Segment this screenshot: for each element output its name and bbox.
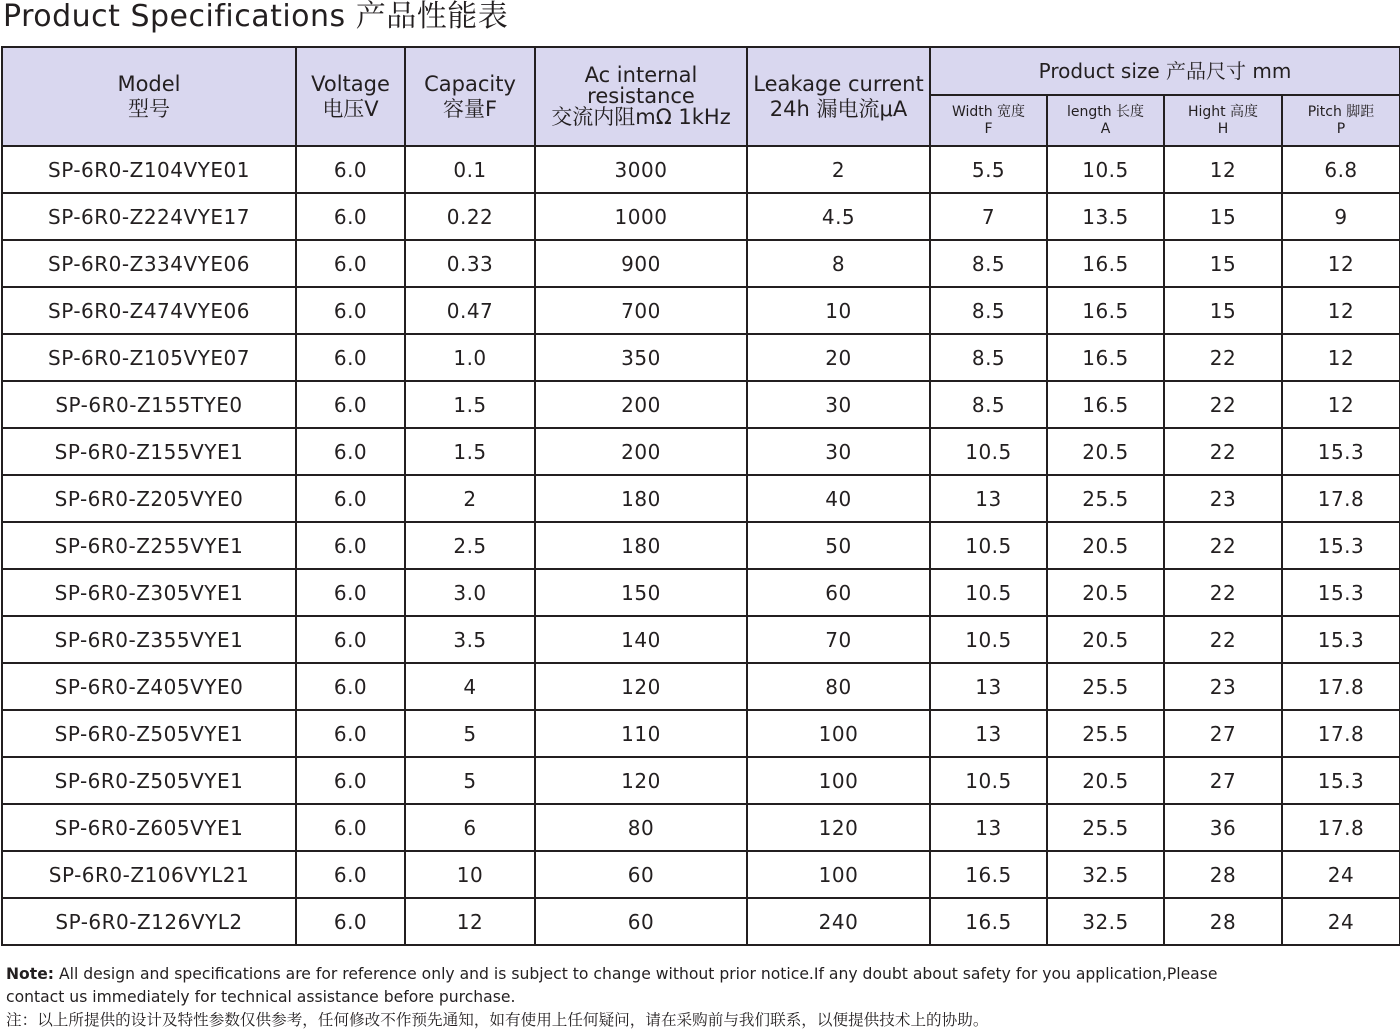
- cell-pitch: 24: [1282, 898, 1400, 945]
- cell-width: 8.5: [930, 334, 1047, 381]
- cell-width: 13: [930, 804, 1047, 851]
- cell-ac-resistance: 180: [535, 475, 747, 522]
- header-leakage-en: Leakage current: [753, 72, 924, 97]
- cell-capacity: 3.0: [405, 569, 535, 616]
- header-leakage: [747, 47, 930, 146]
- cell-capacity: 12: [405, 898, 535, 945]
- cell-leakage: 2: [747, 146, 930, 193]
- cell-pitch: 12: [1282, 381, 1400, 428]
- cell-capacity: 3.5: [405, 616, 535, 663]
- cell-model: SP-6R0-Z355VYE1: [2, 616, 296, 663]
- cell-pitch: 17.8: [1282, 710, 1400, 757]
- table-row: [2, 569, 1400, 616]
- header-voltage: [296, 47, 405, 146]
- header-pitch-letter: P: [1336, 120, 1346, 137]
- cell-ac-resistance: 140: [535, 616, 747, 663]
- cell-model: SP-6R0-Z105VYE07: [2, 334, 296, 381]
- cell-height: 12: [1164, 146, 1282, 193]
- footnote-text-1: All design and specifications are for reference only and is subject to change without prior notice.If any doubt about safety for you application,Please: [54, 965, 1218, 983]
- cell-voltage: 6.0: [296, 287, 405, 334]
- cell-model: SP-6R0-Z155VYE1: [2, 428, 296, 475]
- cell-width: 8.5: [930, 381, 1047, 428]
- table-row: [2, 193, 1400, 240]
- cell-voltage: 6.0: [296, 146, 405, 193]
- cell-model: SP-6R0-Z334VYE06: [2, 240, 296, 287]
- cell-model: SP-6R0-Z305VYE1: [2, 569, 296, 616]
- cell-leakage: 100: [747, 710, 930, 757]
- table-row: [2, 522, 1400, 569]
- table-row: [2, 334, 1400, 381]
- cell-width: 7: [930, 193, 1047, 240]
- cell-leakage: 80: [747, 663, 930, 710]
- cell-ac-resistance: 900: [535, 240, 747, 287]
- cell-height: 23: [1164, 475, 1282, 522]
- cell-length: 25.5: [1047, 475, 1164, 522]
- header-length-label: length 长度: [1066, 103, 1145, 120]
- cell-leakage: 10: [747, 287, 930, 334]
- cell-capacity: 5: [405, 757, 535, 804]
- cell-length: 25.5: [1047, 710, 1164, 757]
- table-row: [2, 898, 1400, 945]
- cell-length: 25.5: [1047, 804, 1164, 851]
- cell-ac-resistance: 3000: [535, 146, 747, 193]
- cell-width: 13: [930, 710, 1047, 757]
- cell-model: SP-6R0-Z224VYE17: [2, 193, 296, 240]
- table-row: [2, 663, 1400, 710]
- cell-capacity: 1.0: [405, 334, 535, 381]
- header-product-size: Product size 产品尺寸 mm: [930, 47, 1400, 95]
- table-row: [2, 287, 1400, 334]
- cell-voltage: 6.0: [296, 851, 405, 898]
- cell-pitch: 17.8: [1282, 475, 1400, 522]
- cell-height: 22: [1164, 569, 1282, 616]
- table-row: [2, 804, 1400, 851]
- cell-leakage: 40: [747, 475, 930, 522]
- header-ac-resistance-zh: 交流内阻mΩ 1kHz: [551, 105, 731, 129]
- cell-length: 10.5: [1047, 146, 1164, 193]
- cell-model: SP-6R0-Z605VYE1: [2, 804, 296, 851]
- header-width-letter: F: [984, 120, 993, 137]
- cell-ac-resistance: 60: [535, 851, 747, 898]
- cell-leakage: 60: [747, 569, 930, 616]
- cell-length: 16.5: [1047, 240, 1164, 287]
- cell-ac-resistance: 180: [535, 522, 747, 569]
- cell-height: 22: [1164, 616, 1282, 663]
- cell-height: 27: [1164, 757, 1282, 804]
- header-pitch-label: Pitch 脚距: [1307, 103, 1375, 120]
- cell-leakage: 8: [747, 240, 930, 287]
- header-model: [2, 47, 296, 146]
- header-model-zh: 型号: [128, 96, 170, 121]
- cell-capacity: 0.1: [405, 146, 535, 193]
- footnote-label: Note:: [6, 965, 55, 983]
- cell-capacity: 5: [405, 710, 535, 757]
- cell-model: SP-6R0-Z255VYE1: [2, 522, 296, 569]
- cell-pitch: 6.8: [1282, 146, 1400, 193]
- cell-voltage: 6.0: [296, 710, 405, 757]
- spec-table-body: [2, 146, 1400, 945]
- cell-width: 16.5: [930, 898, 1047, 945]
- cell-pitch: 17.8: [1282, 804, 1400, 851]
- cell-ac-resistance: 700: [535, 287, 747, 334]
- cell-voltage: 6.0: [296, 475, 405, 522]
- header-height: [1164, 95, 1282, 146]
- table-row: [2, 146, 1400, 193]
- cell-leakage: 70: [747, 616, 930, 663]
- cell-leakage: 100: [747, 757, 930, 804]
- cell-ac-resistance: 350: [535, 334, 747, 381]
- header-capacity-zh: 容量F: [442, 96, 498, 121]
- cell-model: SP-6R0-Z405VYE0: [2, 663, 296, 710]
- cell-voltage: 6.0: [296, 804, 405, 851]
- cell-width: 10.5: [930, 616, 1047, 663]
- cell-voltage: 6.0: [296, 334, 405, 381]
- cell-pitch: 12: [1282, 287, 1400, 334]
- cell-length: 25.5: [1047, 663, 1164, 710]
- cell-height: 15: [1164, 240, 1282, 287]
- cell-voltage: 6.0: [296, 616, 405, 663]
- cell-leakage: 4.5: [747, 193, 930, 240]
- cell-width: 13: [930, 663, 1047, 710]
- cell-height: 22: [1164, 334, 1282, 381]
- header-model-en: Model: [117, 72, 181, 97]
- header-capacity: [405, 47, 535, 146]
- header-height-letter: H: [1217, 120, 1229, 137]
- cell-height: 27: [1164, 710, 1282, 757]
- cell-length: 32.5: [1047, 851, 1164, 898]
- table-row: [2, 475, 1400, 522]
- cell-length: 16.5: [1047, 334, 1164, 381]
- cell-leakage: 20: [747, 334, 930, 381]
- table-row: [2, 757, 1400, 804]
- cell-model: SP-6R0-Z106VYL21: [2, 851, 296, 898]
- table-row: [2, 616, 1400, 663]
- cell-ac-resistance: 120: [535, 757, 747, 804]
- spec-table: [1, 46, 1400, 946]
- header-ac-resistance: [535, 47, 747, 146]
- footnote-line-2: contact us immediately for technical assistance before purchase.: [6, 988, 516, 1006]
- cell-leakage: 100: [747, 851, 930, 898]
- cell-height: 15: [1164, 193, 1282, 240]
- header-capacity-en: Capacity: [424, 72, 516, 97]
- cell-voltage: 6.0: [296, 569, 405, 616]
- header-leakage-zh: 24h 漏电流μA: [769, 96, 908, 121]
- cell-ac-resistance: 110: [535, 710, 747, 757]
- cell-capacity: 1.5: [405, 381, 535, 428]
- cell-pitch: 9: [1282, 193, 1400, 240]
- cell-voltage: 6.0: [296, 428, 405, 475]
- header-width-label: Width 宽度: [951, 103, 1026, 120]
- table-row: [2, 428, 1400, 475]
- cell-ac-resistance: 120: [535, 663, 747, 710]
- cell-model: SP-6R0-Z205VYE0: [2, 475, 296, 522]
- cell-capacity: 0.33: [405, 240, 535, 287]
- cell-pitch: 12: [1282, 334, 1400, 381]
- cell-ac-resistance: 150: [535, 569, 747, 616]
- cell-model: SP-6R0-Z104VYE01: [2, 146, 296, 193]
- table-row: [2, 381, 1400, 428]
- cell-pitch: 17.8: [1282, 663, 1400, 710]
- header-ac-resistance-en2: resistance: [587, 84, 695, 108]
- cell-pitch: 15.3: [1282, 616, 1400, 663]
- table-row: [2, 710, 1400, 757]
- cell-capacity: 6: [405, 804, 535, 851]
- cell-leakage: 50: [747, 522, 930, 569]
- cell-height: 22: [1164, 381, 1282, 428]
- cell-ac-resistance: 200: [535, 381, 747, 428]
- cell-ac-resistance: 1000: [535, 193, 747, 240]
- cell-voltage: 6.0: [296, 193, 405, 240]
- header-width: [930, 95, 1047, 146]
- cell-capacity: 0.22: [405, 193, 535, 240]
- cell-height: 22: [1164, 522, 1282, 569]
- header-ac-resistance-en1: Ac internal: [584, 63, 698, 87]
- cell-height: 28: [1164, 898, 1282, 945]
- cell-width: 10.5: [930, 522, 1047, 569]
- cell-ac-resistance: 60: [535, 898, 747, 945]
- cell-voltage: 6.0: [296, 240, 405, 287]
- cell-height: 36: [1164, 804, 1282, 851]
- header-height-label: Hight 高度: [1187, 103, 1259, 120]
- table-row: [2, 240, 1400, 287]
- cell-ac-resistance: 200: [535, 428, 747, 475]
- cell-capacity: 10: [405, 851, 535, 898]
- cell-pitch: 15.3: [1282, 569, 1400, 616]
- cell-model: SP-6R0-Z474VYE06: [2, 287, 296, 334]
- footnote-line-3: 注：以上所提供的设计及特性参数仅供参考，任何修改不作预先通知，如有使用上任何疑问，请在采购前与我们联系，以便提供技术上的协助。: [6, 1011, 989, 1029]
- cell-model: SP-6R0-Z126VYL2: [2, 898, 296, 945]
- cell-pitch: 15.3: [1282, 428, 1400, 475]
- cell-length: 16.5: [1047, 287, 1164, 334]
- cell-length: 20.5: [1047, 616, 1164, 663]
- cell-voltage: 6.0: [296, 898, 405, 945]
- cell-length: 13.5: [1047, 193, 1164, 240]
- cell-length: 20.5: [1047, 757, 1164, 804]
- cell-height: 28: [1164, 851, 1282, 898]
- cell-capacity: 4: [405, 663, 535, 710]
- cell-capacity: 1.5: [405, 428, 535, 475]
- cell-voltage: 6.0: [296, 757, 405, 804]
- cell-pitch: 15.3: [1282, 522, 1400, 569]
- cell-length: 20.5: [1047, 522, 1164, 569]
- cell-width: 10.5: [930, 428, 1047, 475]
- cell-model: SP-6R0-Z505VYE1: [2, 710, 296, 757]
- cell-leakage: 30: [747, 381, 930, 428]
- cell-length: 20.5: [1047, 428, 1164, 475]
- cell-length: 32.5: [1047, 898, 1164, 945]
- cell-pitch: 15.3: [1282, 757, 1400, 804]
- header-length-letter: A: [1100, 120, 1111, 137]
- cell-model: SP-6R0-Z155TYE0: [2, 381, 296, 428]
- cell-length: 20.5: [1047, 569, 1164, 616]
- cell-voltage: 6.0: [296, 522, 405, 569]
- cell-width: 16.5: [930, 851, 1047, 898]
- header-pitch: [1282, 95, 1400, 146]
- cell-leakage: 240: [747, 898, 930, 945]
- cell-width: 10.5: [930, 757, 1047, 804]
- cell-width: 8.5: [930, 240, 1047, 287]
- cell-capacity: 2: [405, 475, 535, 522]
- cell-voltage: 6.0: [296, 663, 405, 710]
- header-voltage-en: Voltage: [311, 72, 390, 97]
- cell-height: 15: [1164, 287, 1282, 334]
- cell-width: 13: [930, 475, 1047, 522]
- cell-length: 16.5: [1047, 381, 1164, 428]
- footnote: [6, 963, 1396, 1032]
- cell-height: 22: [1164, 428, 1282, 475]
- cell-model: SP-6R0-Z505VYE1: [2, 757, 296, 804]
- cell-capacity: 0.47: [405, 287, 535, 334]
- cell-ac-resistance: 80: [535, 804, 747, 851]
- page-title: Product Specifications 产品性能表: [3, 0, 509, 34]
- header-voltage-zh: 电压V: [322, 96, 379, 121]
- cell-width: 8.5: [930, 287, 1047, 334]
- cell-leakage: 120: [747, 804, 930, 851]
- cell-voltage: 6.0: [296, 381, 405, 428]
- cell-width: 10.5: [930, 569, 1047, 616]
- cell-height: 23: [1164, 663, 1282, 710]
- header-length: [1047, 95, 1164, 146]
- cell-pitch: 24: [1282, 851, 1400, 898]
- cell-pitch: 12: [1282, 240, 1400, 287]
- footnote-line-1: [6, 963, 1396, 986]
- cell-capacity: 2.5: [405, 522, 535, 569]
- cell-width: 5.5: [930, 146, 1047, 193]
- cell-leakage: 30: [747, 428, 930, 475]
- table-row: [2, 851, 1400, 898]
